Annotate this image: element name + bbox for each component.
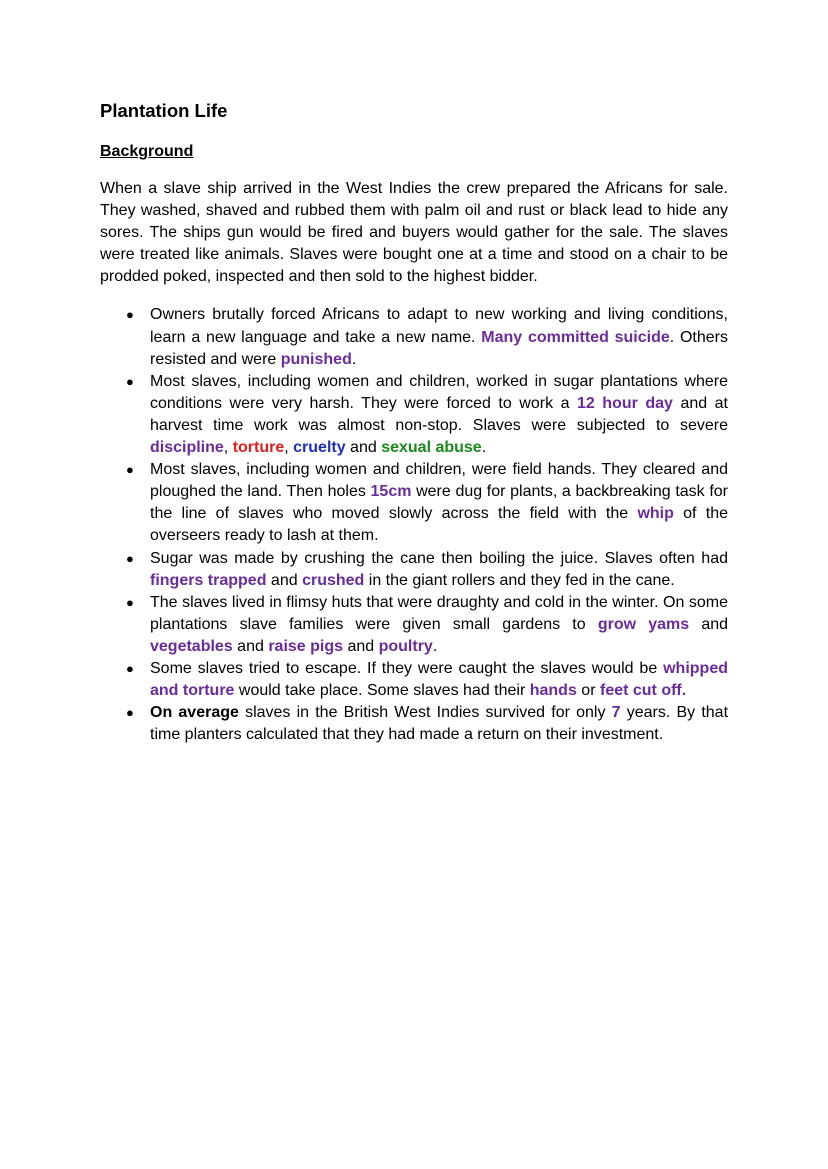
highlighted-term: fingers trapped	[150, 571, 267, 589]
body-text: Most slaves, including women and children, worked in sugar plantations where conditions were very harsh. They were forced to work a	[150, 372, 728, 412]
body-text: Owners brutally forced Africans to adapt to new working and living conditions, learn a new language and take a new name.	[150, 306, 728, 346]
body-text: and	[343, 637, 379, 655]
bullet-dot-icon: ●	[126, 594, 134, 610]
bullet-dot-icon: ●	[126, 705, 134, 721]
body-text: Some slaves tried to escape. If they were caught the slaves would be	[150, 659, 664, 677]
highlighted-term: sexual abuse	[381, 439, 482, 457]
highlighted-term: 15cm	[370, 483, 412, 501]
bullet-dot-icon: ●	[126, 373, 134, 389]
highlighted-term: Many committed suicide	[481, 328, 670, 346]
highlighted-term: raise pigs	[268, 637, 344, 655]
highlighted-term: crushed	[302, 571, 365, 589]
list-item	[126, 702, 729, 746]
bullet-list	[100, 304, 728, 746]
body-text: and	[345, 439, 382, 457]
highlighted-term: torture	[232, 439, 285, 457]
highlighted-term: poultry	[378, 637, 433, 655]
body-text: and at harvest time work was almost non-stop. Slaves were subjected to severe	[150, 394, 728, 434]
body-text: were dug for plants, a backbreaking task for the line of slaves who moved slowly across the field with the	[150, 483, 728, 523]
body-text: slaves in the British West Indies survived for only	[238, 704, 612, 722]
body-text: years. By that time planters calculated that they had made a return on their investment.	[150, 704, 729, 744]
highlighted-term: whipped and torture	[150, 659, 728, 700]
bold-term: On average	[150, 704, 239, 722]
body-text: or	[576, 682, 600, 700]
body-text: Most slaves, including women and children, were field hands. They cleared and ploughed the land. Then holes	[150, 461, 728, 501]
list-item	[126, 658, 728, 702]
body-text: The slaves lived in flimsy huts that were draughty and cold in the winter. On some plantations slave families were given small gardens to	[150, 593, 728, 633]
bullet-dot-icon: ●	[126, 462, 134, 478]
body-text: in the giant rollers and they fed in the cane.	[364, 571, 675, 589]
list-item	[126, 304, 728, 370]
body-text: Sugar was made by crushing the cane then boiling the juice. Slaves often had	[150, 549, 728, 567]
body-text: and	[689, 615, 729, 633]
body-text: and	[266, 571, 303, 589]
body-text: and	[232, 637, 269, 655]
highlighted-term: punished	[280, 350, 352, 368]
list-item	[126, 592, 729, 658]
body-text: would take place. Some slaves had their	[234, 682, 530, 700]
highlighted-term: hands	[529, 682, 577, 700]
body-text: . Others resisted and were	[150, 328, 728, 368]
body-text: ,	[223, 439, 233, 457]
highlighted-term: 7	[611, 704, 621, 722]
body-text: .	[432, 637, 438, 655]
body-text: of the overseers ready to lash at them.	[150, 505, 728, 545]
intro-paragraph: When a slave ship arrived in the West Indies the crew prepared the Africans for sale. They washed, shaved and rubbed them with palm oil and rust or black lead to hide any sores. The ships gun would be fired and buyers would gather for the sale. The slaves were treated like animals. Slaves were bought one at a time and stood on a chair to be prodded poked, inspected and then sold to the highest bidder.	[100, 180, 728, 286]
highlighted-term: vegetables	[150, 637, 233, 655]
list-item	[126, 371, 728, 459]
list-item	[126, 459, 728, 547]
highlighted-term: feet cut off.	[599, 682, 687, 700]
highlighted-term: grow yams	[597, 615, 690, 633]
body-text: ,	[284, 439, 294, 457]
bullet-dot-icon: ●	[126, 660, 134, 676]
highlighted-term: discipline	[150, 439, 224, 457]
list-item	[126, 548, 728, 592]
page-title: Plantation Life	[100, 100, 228, 121]
body-text: .	[481, 439, 487, 457]
highlighted-term: 12 hour day	[577, 394, 673, 412]
highlighted-term: cruelty	[293, 439, 346, 457]
section-heading: Background	[100, 143, 194, 160]
body-text: .	[351, 350, 357, 368]
bullet-dot-icon: ●	[126, 550, 134, 566]
bullet-dot-icon: ●	[126, 307, 134, 323]
highlighted-term: whip	[637, 505, 674, 523]
